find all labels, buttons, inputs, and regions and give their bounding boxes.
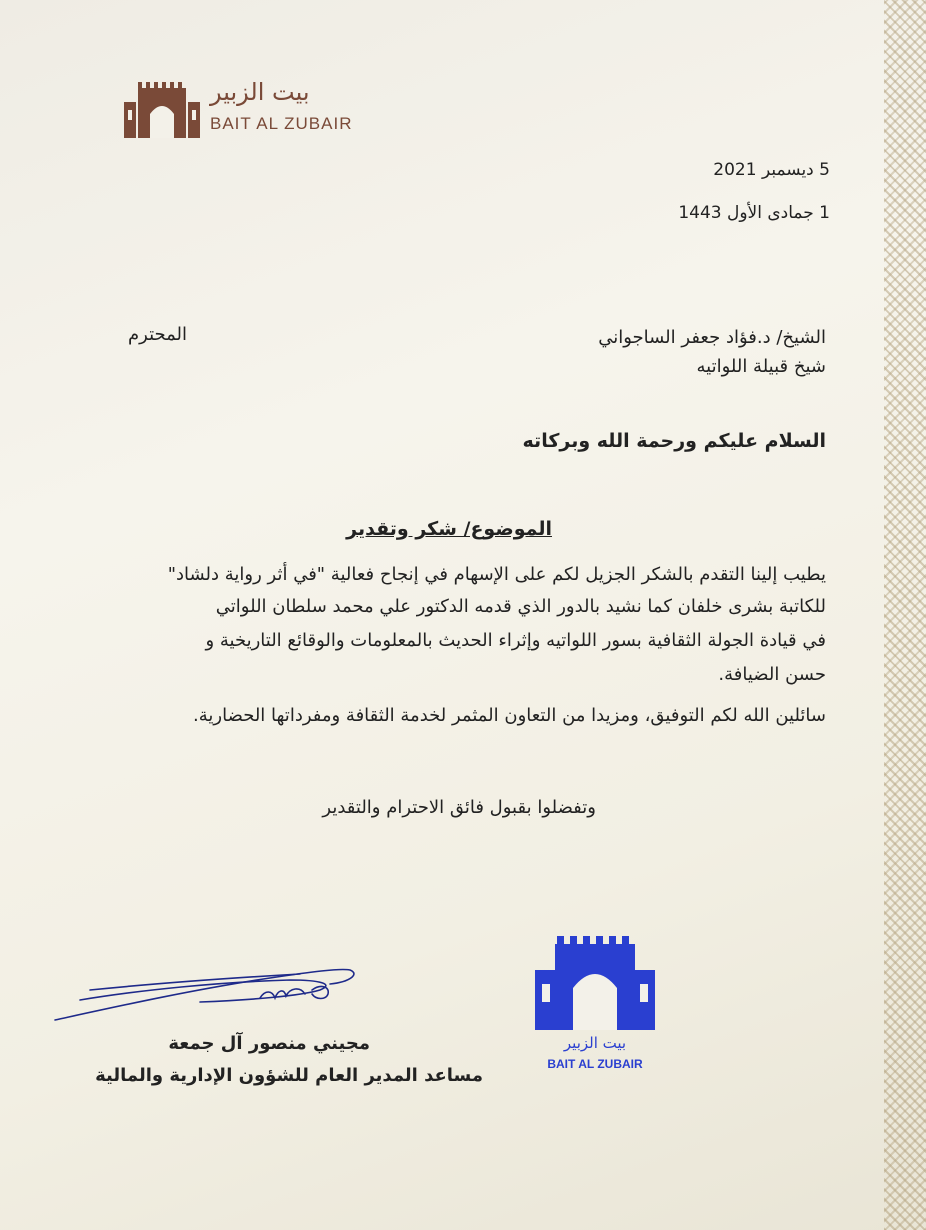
body-line: في قيادة الجولة الثقافية بسور اللواتيه وإثراء الحديث بالمعلومات والوقائع التاريخية و — [205, 630, 826, 651]
logo-english-text: BAIT AL ZUBAIR — [210, 114, 353, 133]
recipient-name: الشيخ/ د.فؤاد جعفر الساجواني — [598, 327, 826, 348]
closing-line: وتفضلوا بقبول فائق الاحترام والتقدير — [322, 797, 596, 818]
logo-arabic-text: بيت الزبير — [210, 78, 310, 106]
signer-title: مساعد المدير العام للشؤون الإدارية والمالية — [95, 1065, 483, 1086]
body-line: يطيب إلينا التقدم بالشكر الجزيل لكم على الإسهام في إنجاح فعالية "في أثر رواية دلشاد" — [167, 564, 826, 585]
handwritten-signature — [50, 960, 370, 1030]
greeting: السلام عليكم ورحمة الله وبركاته — [522, 430, 826, 452]
stamp-english-text: BAIT AL ZUBAIR — [547, 1057, 643, 1071]
hijri-date: 1 جمادى الأول 1443 — [678, 203, 830, 223]
official-stamp — [525, 930, 665, 1075]
body-line: سائلين الله لكم التوفيق، ومزيدا من التعاون المثمر لخدمة الثقافة ومفرداتها الحضارية. — [193, 705, 826, 726]
body-line: حسن الضيافة. — [718, 664, 826, 685]
decorative-border — [884, 0, 926, 1230]
header-logo — [122, 78, 372, 142]
fort-gate-icon — [122, 80, 202, 140]
gregorian-date: 5 ديسمبر 2021 — [713, 160, 830, 180]
recipient-title: شيخ قبيلة اللواتيه — [696, 356, 826, 377]
subject-line: الموضوع/ شكر وتقدير — [346, 518, 552, 540]
body-line: للكاتبة بشرى خلفان كما نشيد بالدور الذي قدمه الدكتور علي محمد سلطان اللواتي — [215, 596, 826, 617]
recipient-honorific: المحترم — [128, 324, 188, 345]
stamp-arabic-text: بيت الزبير — [563, 1034, 627, 1052]
signer-name: مجيني منصور آل جمعة — [168, 1033, 370, 1054]
